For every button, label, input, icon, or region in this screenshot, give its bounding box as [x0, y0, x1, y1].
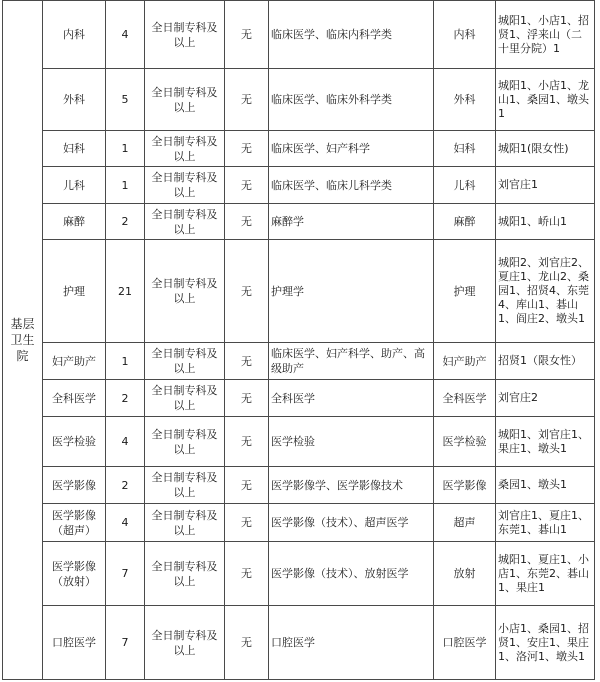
post-cell: 医学影像 [43, 467, 106, 504]
table-row [3, 467, 595, 504]
exam-cell: 超声 [434, 504, 496, 542]
exam-cell: 内科 [434, 1, 496, 69]
education-cell: 全日制专科及以上 [145, 542, 225, 606]
exam-cell: 妇产助产 [434, 343, 496, 380]
remark-cell: 刘官庄1、夏庄1、东莞1、碁山1 [496, 504, 595, 542]
major-cell: 临床医学、临床内科学类 [269, 1, 434, 69]
education-cell: 全日制专科及以上 [145, 467, 225, 504]
major-cell: 临床医学、临床外科学类 [269, 69, 434, 131]
exam-cell: 放射 [434, 542, 496, 606]
recruitment-table [2, 0, 595, 680]
exam-cell: 全科医学 [434, 380, 496, 417]
count-cell: 2 [106, 204, 145, 240]
degree-cell: 无 [225, 504, 269, 542]
count-cell: 7 [106, 542, 145, 606]
exam-cell: 外科 [434, 69, 496, 131]
education-cell: 全日制专科及以上 [145, 167, 225, 204]
post-cell: 医学影像（放射） [43, 542, 106, 606]
education-cell: 全日制专科及以上 [145, 606, 225, 680]
post-cell: 儿科 [43, 167, 106, 204]
education-cell: 全日制专科及以上 [145, 380, 225, 417]
education-cell: 全日制专科及以上 [145, 504, 225, 542]
post-cell: 医学影像（超声） [43, 504, 106, 542]
major-cell: 医学影像（技术）、超声医学 [269, 504, 434, 542]
major-cell: 护理学 [269, 240, 434, 343]
exam-cell: 医学影像 [434, 467, 496, 504]
post-cell: 妇产助产 [43, 343, 106, 380]
exam-cell: 麻醉 [434, 204, 496, 240]
unit-name-cell: 基层卫生院 [3, 1, 43, 680]
remark-cell: 城阳1、峤山1 [496, 204, 595, 240]
exam-cell: 口腔医学 [434, 606, 496, 680]
major-cell: 医学检验 [269, 417, 434, 467]
remark-cell: 城阳2、刘官庄2、夏庄1、龙山2、桑园1、招贤4、东莞4、库山1、碁山1、阎庄2、墩头1 [496, 240, 595, 343]
table-row [3, 417, 595, 467]
remark-cell: 城阳1、小店1、龙山1、桑园1、墩头1 [496, 69, 595, 131]
major-cell: 临床医学、临床儿科学类 [269, 167, 434, 204]
remark-cell: 城阳1、夏庄1、小店1、东莞2、碁山1、果庄1 [496, 542, 595, 606]
degree-cell: 无 [225, 467, 269, 504]
major-cell: 临床医学、妇产科学 [269, 131, 434, 167]
education-cell: 全日制专科及以上 [145, 204, 225, 240]
post-cell: 全科医学 [43, 380, 106, 417]
education-cell: 全日制专科及以上 [145, 343, 225, 380]
education-cell: 全日制专科及以上 [145, 69, 225, 131]
remark-cell: 城阳1(限女性) [496, 131, 595, 167]
post-cell: 内科 [43, 1, 106, 69]
degree-cell: 无 [225, 380, 269, 417]
major-cell: 口腔医学 [269, 606, 434, 680]
major-cell: 医学影像学、医学影像技术 [269, 467, 434, 504]
remark-cell: 招贤1（限女性） [496, 343, 595, 380]
education-cell: 全日制专科及以上 [145, 131, 225, 167]
exam-cell: 妇科 [434, 131, 496, 167]
degree-cell: 无 [225, 131, 269, 167]
count-cell: 1 [106, 131, 145, 167]
degree-cell: 无 [225, 343, 269, 380]
education-cell: 全日制专科及以上 [145, 240, 225, 343]
table-row [3, 240, 595, 343]
post-cell: 妇科 [43, 131, 106, 167]
count-cell: 1 [106, 343, 145, 380]
post-cell: 口腔医学 [43, 606, 106, 680]
post-cell: 护理 [43, 240, 106, 343]
education-cell: 全日制专科及以上 [145, 417, 225, 467]
degree-cell: 无 [225, 542, 269, 606]
post-cell: 麻醉 [43, 204, 106, 240]
remark-cell: 桑园1、墩头1 [496, 467, 595, 504]
remark-cell: 小店1、桑园1、招贤1、安庄1、果庄1、洛河1、墩头1 [496, 606, 595, 680]
count-cell: 5 [106, 69, 145, 131]
education-cell: 全日制专科及以上 [145, 1, 225, 69]
count-cell: 1 [106, 167, 145, 204]
table-row [3, 380, 595, 417]
table-row [3, 167, 595, 204]
count-cell: 4 [106, 417, 145, 467]
exam-cell: 医学检验 [434, 417, 496, 467]
count-cell: 21 [106, 240, 145, 343]
major-cell: 医学影像（技术）、放射医学 [269, 542, 434, 606]
table-row [3, 131, 595, 167]
table-row [3, 343, 595, 380]
count-cell: 4 [106, 1, 145, 69]
exam-cell: 护理 [434, 240, 496, 343]
table-row [3, 1, 595, 69]
remark-cell: 刘官庄2 [496, 380, 595, 417]
table-row [3, 606, 595, 680]
count-cell: 4 [106, 504, 145, 542]
post-cell: 医学检验 [43, 417, 106, 467]
post-cell: 外科 [43, 69, 106, 131]
count-cell: 2 [106, 380, 145, 417]
degree-cell: 无 [225, 240, 269, 343]
remark-cell: 城阳1、刘官庄1、果庄1、墩头1 [496, 417, 595, 467]
degree-cell: 无 [225, 417, 269, 467]
remark-cell: 刘官庄1 [496, 167, 595, 204]
degree-cell: 无 [225, 167, 269, 204]
degree-cell: 无 [225, 1, 269, 69]
degree-cell: 无 [225, 606, 269, 680]
table-row [3, 69, 595, 131]
table-row [3, 542, 595, 606]
major-cell: 麻醉学 [269, 204, 434, 240]
degree-cell: 无 [225, 204, 269, 240]
count-cell: 7 [106, 606, 145, 680]
table-row [3, 504, 595, 542]
major-cell: 临床医学、妇产科学、助产、高级助产 [269, 343, 434, 380]
degree-cell: 无 [225, 69, 269, 131]
exam-cell: 儿科 [434, 167, 496, 204]
major-cell: 全科医学 [269, 380, 434, 417]
remark-cell: 城阳1、小店1、招贤1、浮来山（二十里分院）1 [496, 1, 595, 69]
table-row [3, 204, 595, 240]
count-cell: 2 [106, 467, 145, 504]
